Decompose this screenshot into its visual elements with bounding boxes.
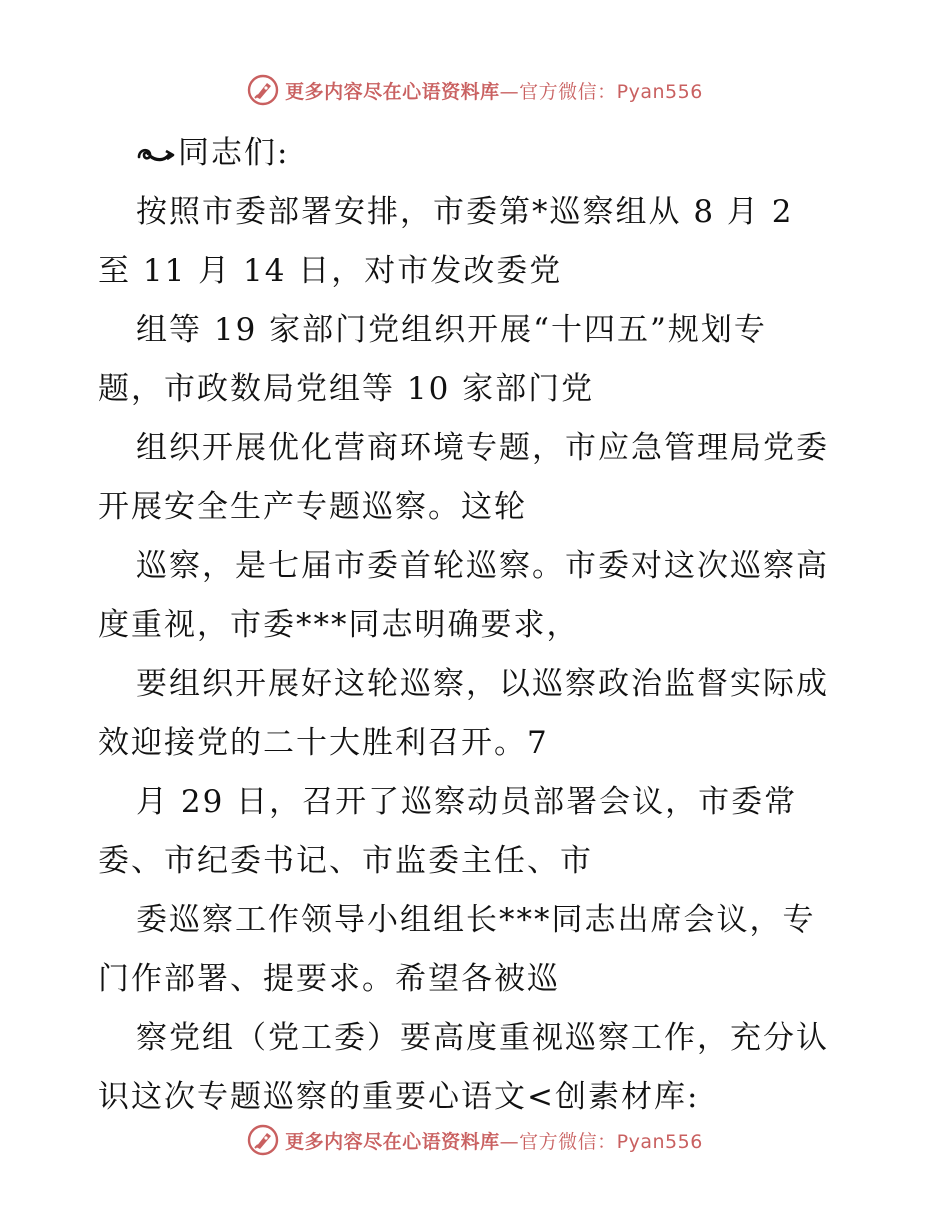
- paragraph-line: 要组织开展好这轮巡察，以巡察政治监督实际成: [136, 666, 829, 702]
- paragraph-line: 开展安全生产专题巡察。这轮: [98, 489, 527, 525]
- salutation: [98, 124, 858, 183]
- watermark-text: 更多内容尽在心语资料库—官方微信：Pyan556: [285, 1130, 703, 1153]
- pen-nib-logo-icon: [247, 74, 279, 106]
- paragraph-line: 月 29 日，召开了巡察动员部署会议，市委常: [136, 784, 798, 820]
- paragraph-line: 委巡察工作领导小组组长***同志出席会议，专: [136, 902, 816, 938]
- paragraph-line: 度重视，市委***同志明确要求，: [98, 607, 580, 643]
- paragraph-line: 门作部署、提要求。希望各被巡: [98, 961, 560, 997]
- paragraph-line: 组织开展优化营商环境专题，市应急管理局党委: [136, 430, 829, 466]
- paragraph-line: 题，市政数局党组等 10 家部门党: [98, 371, 595, 407]
- paragraph-line: 察党组（党工委）要高度重视巡察工作，充分认: [136, 1020, 829, 1056]
- swirl-icon: [136, 143, 176, 165]
- paragraph-line: 巡察，是七届市委首轮巡察。市委对这次巡察高: [136, 548, 829, 584]
- header-watermark: [0, 70, 950, 110]
- salutation-text: 同志们:: [178, 135, 290, 171]
- paragraph-line: 委、市纪委书记、市监委主任、市: [98, 843, 593, 879]
- pen-nib-logo-icon: [247, 1124, 279, 1156]
- watermark-text: 更多内容尽在心语资料库—官方微信：Pyan556: [285, 80, 703, 103]
- paragraph-line: 至 11 月 14 日，对市发改委党: [98, 253, 563, 289]
- document-body: [98, 124, 858, 1127]
- paragraph-line: 效迎接党的二十大胜利召开。7: [98, 725, 549, 761]
- footer-watermark: [0, 1120, 950, 1160]
- paragraph-line: 识这次专题巡察的重要心语文<创素材库:: [98, 1079, 700, 1115]
- paragraph-line: 组等 19 家部门党组织开展“十四五”规划专: [136, 312, 767, 348]
- paragraph-line: 按照市委部署安排，市委第*巡察组从 8 月 2: [136, 194, 794, 230]
